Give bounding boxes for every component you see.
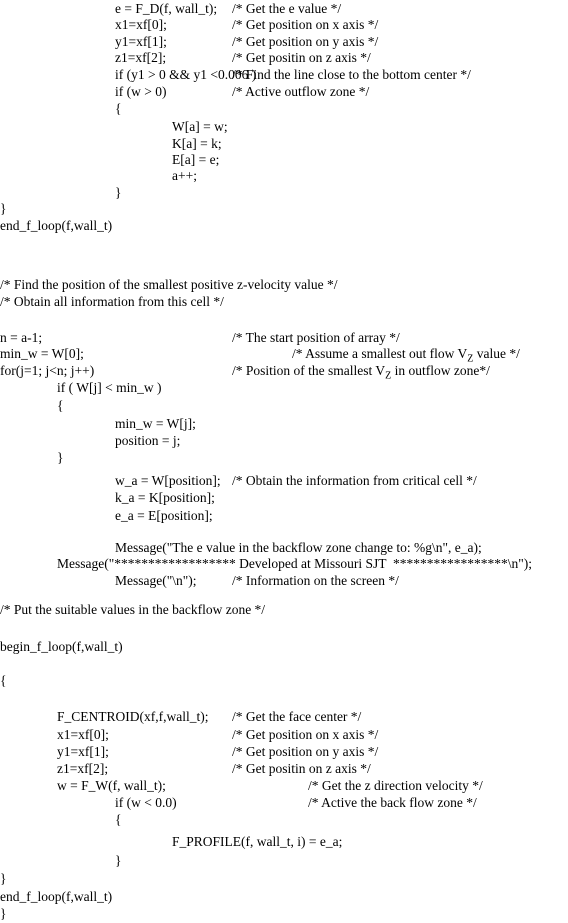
- code-text: if (y1 > 0 && y1 <0.006 ): [115, 67, 257, 82]
- code-text: F_CENTROID(xf,f,wall_t);: [57, 709, 209, 724]
- code-text: w = F_W(f, wall_t);: [57, 778, 166, 793]
- code-text: K[a] = k;: [172, 136, 222, 151]
- code-text: for(j=1; j<n; j++): [0, 363, 95, 378]
- code-text: k_a = K[position];: [115, 490, 215, 505]
- code-text: e = F_D(f, wall_t);: [115, 1, 218, 16]
- code-text: W[a] = w;: [172, 119, 228, 134]
- code-text: z1=xf[2];: [57, 761, 109, 776]
- code-text: if ( W[j] < min_w ): [57, 380, 162, 395]
- subscript: Z: [385, 370, 392, 382]
- code-comment: /* Get the e value */: [232, 1, 342, 16]
- code-comment: /* Information on the screen */: [232, 573, 399, 588]
- code-text: {: [0, 673, 7, 688]
- code-text: y1=xf[1];: [115, 34, 167, 49]
- code-comment: /* Get position on x axis */: [232, 17, 379, 32]
- code-text: z1=xf[2];: [115, 50, 167, 65]
- code-text: {: [115, 812, 122, 827]
- code-comment: /* Find the line close to the bottom center */: [232, 67, 471, 82]
- code-comment: /* Get the z direction velocity */: [308, 778, 483, 793]
- code-comment: /* Get position on y axis */: [232, 34, 379, 49]
- subscript: Z: [467, 353, 474, 365]
- code-text: x1=xf[0];: [57, 727, 109, 742]
- code-comment: /* Active the back flow zone */: [308, 795, 477, 810]
- code-text: }: [57, 450, 64, 465]
- code-text: n = a-1;: [0, 330, 43, 345]
- code-text: /* Obtain all information from this cell */: [0, 294, 224, 309]
- code-text: }: [115, 185, 122, 200]
- code-text: end_f_loop(f,wall_t): [0, 218, 113, 233]
- code-comment: /* Obtain the information from critical cell */: [232, 473, 477, 488]
- code-text: }: [115, 853, 122, 868]
- code-text: Message("The e value in the backflow zone change to: %g\n", e_a);: [115, 540, 482, 555]
- code-text: if (w < 0.0): [115, 795, 177, 810]
- code-text: w_a = W[position];: [115, 473, 221, 488]
- code-text: a++;: [172, 168, 197, 183]
- code-text: y1=xf[1];: [57, 744, 109, 759]
- code-comment: /* Get positin on z axis */: [232, 50, 371, 65]
- code-text: min_w = W[j];: [115, 416, 196, 431]
- code-text: Message("\n");: [115, 573, 197, 588]
- code-text: if (w > 0): [115, 84, 167, 99]
- code-text: x1=xf[0];: [115, 17, 167, 32]
- code-text: }: [0, 201, 7, 216]
- code-text: position = j;: [115, 433, 181, 448]
- code-comment: /* Position of the smallest $V_Z$ in outflow zone*/: [232, 363, 490, 382]
- code-text: {: [57, 398, 64, 413]
- code-text: /* Find the position of the smallest positive z-velocity value */: [0, 277, 338, 292]
- code-comment: /* Get position on x axis */: [232, 727, 379, 742]
- code-text: begin_f_loop(f,wall_t): [0, 639, 123, 654]
- code-comment: /* Get position on y axis */: [232, 744, 379, 759]
- code-text: Message("****************** Developed at Missouri SJT *****************\n");: [57, 556, 532, 571]
- code-text: E[a] = e;: [172, 152, 220, 167]
- code-text: F_PROFILE(f, wall_t, i) = e_a;: [172, 834, 343, 849]
- code-text: }: [0, 906, 7, 921]
- code-text: /* Put the suitable values in the backflow zone */: [0, 602, 266, 617]
- code-comment: /* The start position of array */: [232, 330, 400, 345]
- code-text: end_f_loop(f,wall_t): [0, 889, 113, 904]
- code-comment: /* Assume a smallest out flow $V_Z$ value */: [292, 346, 520, 365]
- code-text: min_w = W[0];: [0, 346, 84, 361]
- code-text: {: [115, 101, 122, 116]
- code-comment: /* Active outflow zone */: [232, 84, 370, 99]
- code-text: }: [0, 871, 7, 886]
- code-comment: /* Get positin on z axis */: [232, 761, 371, 776]
- code-comment: /* Get the face center */: [232, 709, 362, 724]
- code-text: e_a = E[position];: [115, 508, 213, 523]
